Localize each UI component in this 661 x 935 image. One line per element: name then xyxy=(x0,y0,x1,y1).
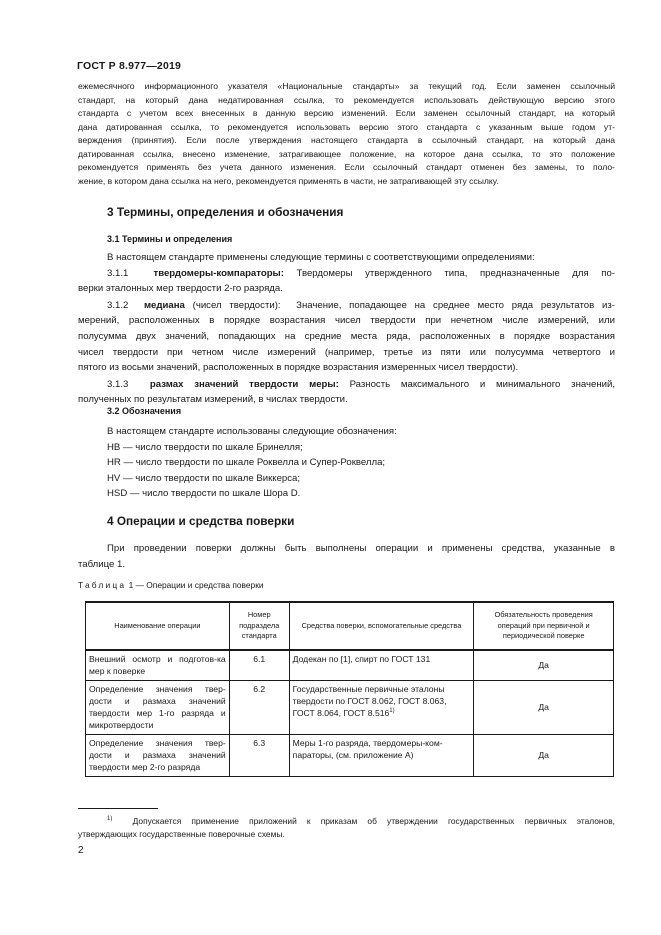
intro-line: дана датированная ссылка, то рекомендуется использовать версию этого стандарта с указанным выше годом ут- xyxy=(78,121,615,132)
table-caption xyxy=(78,580,264,590)
symbol-item: HR — число твердости по шкале Роквелла и Супер-Роквелла; xyxy=(107,457,386,469)
intro-line: ежемесячного информационного указателя «Национальные стандарты» за текущий год. Если заменен ссылочный xyxy=(78,81,615,91)
cell-mandatory: Да xyxy=(474,734,614,776)
term-number: 3.1.2 xyxy=(107,299,129,311)
symbol-item: HB — число твердости по шкале Бринелля; xyxy=(107,441,303,453)
subsection-3-2-heading: 3.2 Обозначения xyxy=(107,406,182,416)
section-3-heading: 3 Термины, определения и обозначения xyxy=(107,205,344,219)
header-means: Средства поверки, вспомогательные средства xyxy=(289,602,474,650)
cell-subsection: 6.1 xyxy=(229,650,289,680)
footnote-line: утверждающих государственные поверочные схемы. xyxy=(78,829,285,839)
footnote xyxy=(78,815,615,841)
table-row xyxy=(86,734,614,776)
cell-mandatory: Да xyxy=(474,650,614,680)
terms-intro: В настоящем стандарте применены следующие термины с соответствующими определениями: xyxy=(107,252,535,263)
cell-means xyxy=(289,650,474,680)
means-text: Додекан по [1], спирт по ГОСТ 131 xyxy=(292,654,431,664)
table-header-row xyxy=(86,602,614,650)
symbol-item: HV — число твердости по шкале Виккерса; xyxy=(107,472,301,484)
term-definition: Твердомеры утвержденного типа, предназначенные для по- xyxy=(296,267,615,279)
section-4-paragraph xyxy=(78,541,615,572)
cell-operation: Определение значения твер-дости и размаха значений твердости мер 1-го разряда и микротвердости xyxy=(86,680,230,734)
means-text: Меры 1-го разряда, твердомеры-ком-параторы, (см. приложение А) xyxy=(292,737,443,760)
means-text: Государственные первичные эталоны твердости по ГОСТ 8.062, ГОСТ 8.063, ГОСТ 8.064, ГОСТ 8.516 xyxy=(292,683,447,718)
footnote-line xyxy=(78,815,615,828)
intro-line: рекомендуется применять без учета данного изменения. Если ссылочный стандарт отменен без замены, то поло- xyxy=(78,162,615,172)
cell-subsection: 6.2 xyxy=(229,680,289,734)
cell-mandatory: Да xyxy=(474,680,614,734)
term-3-1-2-cont: пятого из восьми значений, расположенных в порядке возрастания измеренных чисел твердости). xyxy=(78,362,519,374)
section-4-heading: 4 Операции и средства поверки xyxy=(107,514,295,528)
term-3-1-3 xyxy=(78,377,615,393)
symbols-intro: В настоящем стандарте использованы следующие обозначения: xyxy=(107,426,397,437)
table-row xyxy=(86,650,614,680)
page-number: 2 xyxy=(78,845,84,856)
term-definition: Разность максимального и минимального значений, xyxy=(349,378,616,390)
term-3-1-2-cont: полусумма двух значений, попадающих на средние места ряда, расположенных в порядке возрастания xyxy=(78,330,615,342)
footnote-ref: 1) xyxy=(389,707,395,714)
symbols-block xyxy=(107,424,397,502)
header-operation: Наименование операции xyxy=(86,602,230,650)
terms-block xyxy=(78,250,615,408)
footnote-text: Допускается применение приложений к приказам об утверждении государственных первичных эталонов, xyxy=(132,816,615,826)
intro-line: верждения (принятия). Если после утверждения настоящего стандарта в ссылочный стандарт, на который дана xyxy=(78,135,615,145)
term-3-1-2 xyxy=(78,298,615,314)
header-mandatory: Обязательность проведения операций при первичной и периодической поверке xyxy=(474,602,614,650)
caption-word: Таблица xyxy=(78,580,127,590)
table-row xyxy=(86,680,614,734)
footnote-mark: 1) xyxy=(107,816,113,823)
term-definition: Значение, попадающее на среднее место ряда результатов из- xyxy=(296,299,615,311)
term-3-1-1-cont: верки эталонных мер твердости 2-го разряда. xyxy=(78,283,283,295)
intro-line: стандарта с учетом всех внесенных в данную версию изменений. Если заменен ссылочный стандарт, на который xyxy=(78,108,615,118)
cell-subsection: 6.3 xyxy=(229,734,289,776)
term-3-1-3-cont: полученных по результатам измерений, в числах твердости. xyxy=(78,394,348,406)
intro-line: жение, в котором дана ссылка на него, рекомендуется применять в части, не затрагивающей эту ссылку. xyxy=(78,175,499,186)
term-number: 3.1.3 xyxy=(107,378,129,390)
term-3-1-2-cont: мерений, расположенных в порядке возрастания чисел твердости при нечетном числе измерений, или xyxy=(78,315,615,327)
term-3-1-1 xyxy=(78,266,615,282)
cell-means xyxy=(289,734,474,776)
intro-line: датированная ссылка, внесено изменение, затрагивающее положение, на которое дана ссылка, то это положение xyxy=(78,148,615,159)
cell-means xyxy=(289,680,474,734)
term-name: твердомеры-компараторы: xyxy=(153,267,284,279)
footnote-separator xyxy=(78,808,158,809)
intro-line: стандарт, на который дана недатированная ссылка, то рекомендуется использовать действующую версию этого xyxy=(78,94,615,105)
paragraph-line: При проведении поверки должны быть выполнены операции и применены средства, указанные в xyxy=(107,543,615,554)
cell-operation: Внешний осмотр и подготов-ка мер к поверке xyxy=(86,650,230,680)
term-name: медиана xyxy=(143,299,185,311)
header-subsection: Номер подраздела стандарта xyxy=(229,602,289,650)
caption-text: 1 — Операции и средства поверки xyxy=(128,580,264,590)
intro-paragraph xyxy=(78,80,615,188)
term-3-1-2-cont: чисел твердости при четном числе измерений (например, третье из пяти или полусумма четвертого и xyxy=(78,346,615,358)
subsection-3-1-heading: 3.1 Термины и определения xyxy=(107,234,233,244)
symbol-item: HSD — число твердости по шкале Шора D. xyxy=(107,488,301,500)
term-name: размах значений твердости меры: xyxy=(149,378,339,390)
verification-table xyxy=(85,601,614,777)
cell-operation: Определение значения твер-дости и размаха значений твердости мер 2-го разряда xyxy=(86,734,230,776)
paragraph-line: таблице 1. xyxy=(78,558,126,570)
document-header: ГОСТ Р 8.977—2019 xyxy=(77,60,182,72)
term-qualifier: (чисел твердости): xyxy=(192,299,281,311)
term-number: 3.1.1 xyxy=(107,267,129,279)
